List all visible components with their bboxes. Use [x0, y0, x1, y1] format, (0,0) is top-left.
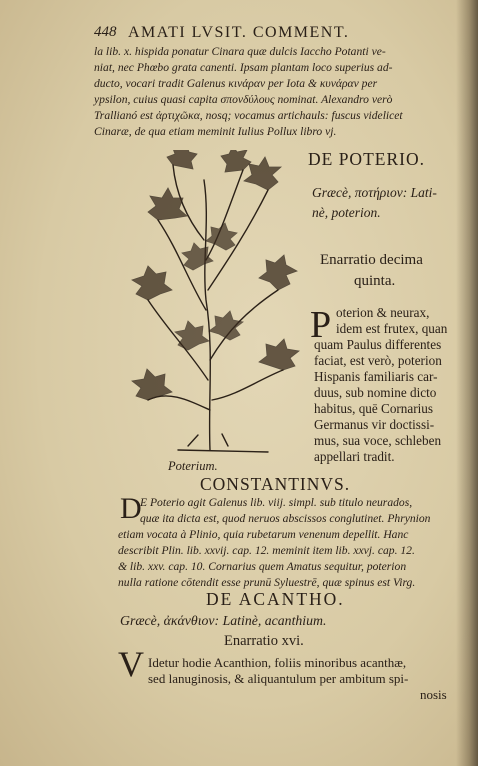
body-line: quam Paulus differentes	[314, 337, 442, 352]
section-heading-acantho: DE ACANTHO.	[206, 589, 345, 609]
commentary-line: & lib. xxv. cap. 10. Cornarius quem Amatus sequitur, poterion	[118, 560, 407, 573]
intro-line: Trallianó est ἀρτιχῶκα, nosq; vocamus artichauls: fuscus videlicet	[94, 109, 403, 122]
body-line: sed lanuginosis, & aliquantulum per ambitum spi-	[148, 671, 409, 686]
body-line: idem est frutex, quan	[336, 321, 448, 336]
intro-line: Cinaræ, de qua etiam meminit Iulius Pollux libro vj.	[94, 125, 337, 138]
greek-latin-line: nè, poterion.	[312, 205, 381, 220]
intro-line: niat, nec Phœbo grata canenti. Ipsam plantam loco superius ad-	[94, 61, 393, 74]
intro-line: ducto, vocari tradit Galenus κινάραν per Iota & κυνάραν per	[94, 77, 378, 90]
enarratio-title: Enarratio decima	[320, 252, 423, 268]
drop-cap: P	[310, 304, 332, 346]
section-heading-poterio: DE POTERIO.	[308, 149, 425, 169]
greek-latin-line: Græcè, ποτήριον: Lati-	[312, 185, 437, 200]
body-line: Hispanis familiaris car-	[314, 369, 438, 384]
commentary-line: describit Plin. lib. xxvij. cap. 12. meminit item lib. xxvj. cap. 12.	[118, 544, 415, 557]
intro-line: la lib. x. hispida ponatur Cinara quæ dulcis Iaccho Potanti ve-	[94, 45, 386, 58]
body-line: mus, sua voce, schleben	[314, 433, 442, 448]
enarratio-title: quinta.	[354, 273, 396, 289]
drop-cap: V	[118, 644, 144, 684]
body-line: nosis	[420, 687, 447, 702]
body-line: Idetur hodie Acanthion, foliis minoribus acanthæ,	[148, 655, 407, 670]
intro-line: ypsilon, cuius quasi capita σπονδύλους nominat. Alexandro verò	[94, 93, 393, 106]
greek-latin-line: Græcè, ἀκάνθιον: Latinè, acanthium.	[120, 613, 327, 628]
commentary-line: E Poterio agit Galenus lib. viij. simpl. sub titulo neurados,	[140, 496, 413, 509]
drop-cap: D	[120, 492, 142, 525]
body-line: duus, sub nomine dicto	[314, 385, 437, 400]
section-heading-constantinus: CONSTANTINVS.	[200, 474, 351, 494]
body-line: Germanus vir doctissi-	[314, 417, 435, 432]
commentary-line: quæ ita dicta est, quod neruos abscissos conglutinet. Phrynion	[140, 512, 431, 525]
page-number: 448	[94, 24, 117, 40]
commentary-line: etiam vocata à Plinio, quia rubetarum venenum depellit. Hanc	[118, 528, 409, 541]
body-line: oterion & neurax,	[336, 305, 430, 320]
body-line: appellari tradit.	[314, 449, 395, 464]
running-title: AMATI LVSIT. COMMENT.	[128, 24, 350, 41]
page-gutter-shadow	[456, 0, 478, 766]
poterium-woodcut-illustration	[118, 150, 302, 462]
body-line: faciat, est verò, poterion	[314, 353, 442, 368]
figure-caption: Poterium.	[168, 459, 218, 473]
body-line: habitus, quē Cornarius	[314, 401, 434, 416]
commentary-line: nulla ratione cōtendit esse prunū Syluestrē, quæ spinus est Virg.	[118, 576, 416, 589]
enarratio-title: Enarratio xvi.	[224, 633, 304, 649]
